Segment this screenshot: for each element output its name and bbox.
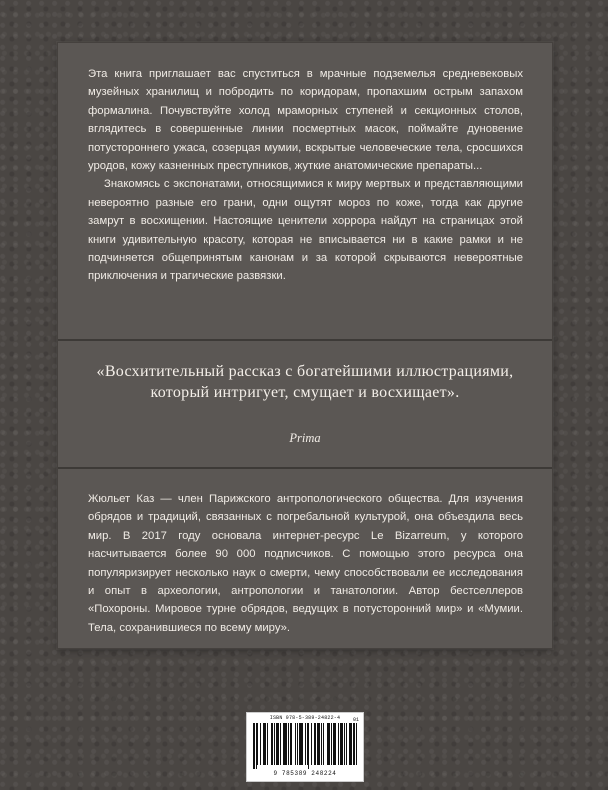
author-bio [88, 490, 523, 637]
quote-source: Prima [289, 431, 321, 445]
blurb-paragraph-1: Эта книга приглашает вас спуститься в мрачные подземелья средневековых музейных хранилищ и побродить по коридорам, пропахшим острым запахом формалина. Почувствуйте холод мраморных ступеней и секционных столов, вглядитесь в совершенные линии посмертных масок, поймайте дуновение потустороннего ужаса, созерцая мумии, вскрытые человеческие тела, сросшихся уродов, кожу казненных преступников, жуткие анатомические препараты... [88, 68, 523, 173]
barcode [246, 712, 364, 782]
barcode-bars-icon [253, 723, 357, 769]
divider-bottom [58, 467, 552, 469]
barcode-digits: 9 785389 248224 [273, 770, 337, 777]
blurb-paragraph-2: Знакомясь с экспонатами, относящимися к миру мертвых и представляющими невероятно разные его грани, одни ощутят мороз по коже, тогда как другие замрут в восхищении. Настоящие ценители хоррора найдут на страницах этой книги удивительную красоту, которая не вписывается ни в какие рамки и не подчиняется общепринятым канонам и за которой скрываются невероятные приключения и трагические развязки. [88, 178, 523, 283]
back-cover-panel [57, 42, 553, 649]
book-blurb [88, 65, 523, 286]
divider-top [58, 339, 552, 341]
author-bio-text: Жюльет Каз — член Парижского антропологического общества. Для изучения обрядов и традиций, связанных с погребальной культурой, она объездила весь мир. В 2017 году основала интернет-ресурс Le Bizarreum, у которого насчитывается более 90 000 подписчиков. С помощью этого ресурса она популяризирует несколько наук о смерти, чему способствовали ее исследования и опыт в археологии, антропологии и танатологии. Автор бестселлеров «Похороны. Мировое турне обрядов, ведущих в потусторонний мир» и «Мумии. Тела, сохранившиеся по всему миру». [88, 493, 523, 634]
barcode-addon: 01 [352, 717, 359, 723]
review-quote: «Восхитительный рассказ с богатейшими иллюстрациями, который интригует, смущает и восхищает». [96, 363, 514, 401]
barcode-isbn: ISBN 978-5-389-24822-4 [269, 715, 341, 721]
